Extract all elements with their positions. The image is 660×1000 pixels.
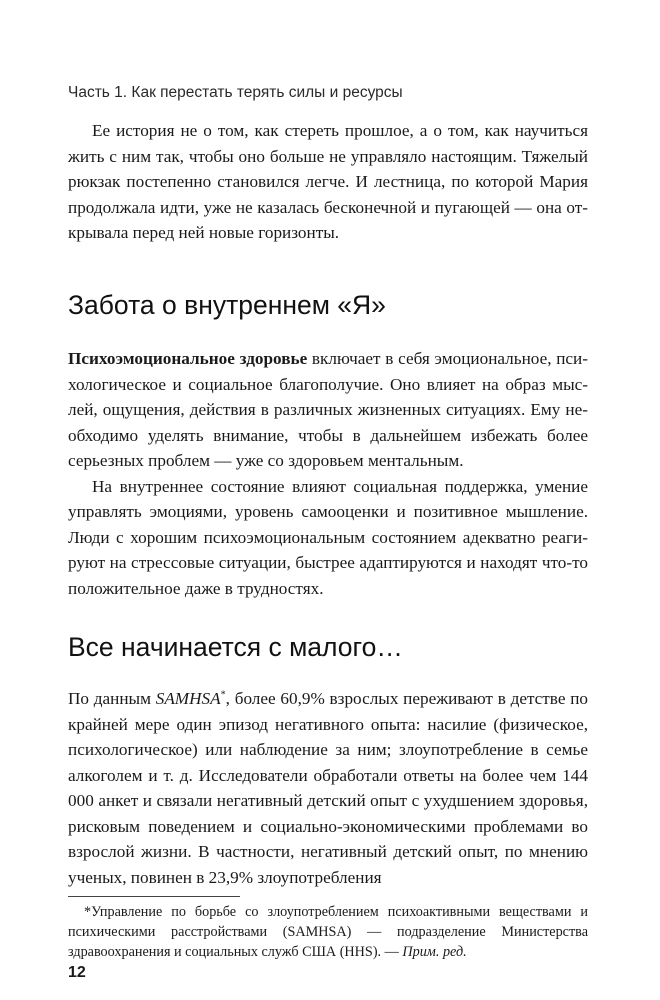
intro-paragraph: Ее история не о том, как стереть прошлое, а о том, как научиться жить с ним так, чтобы оно больше не управляло настоящим. Тяжелый рюкзак постепенно становился легче. И лестница, по которой Мария продолжала идти, уже не казалась бесконечной и пугающей — она открывала перед ней новые горизонты. bbox=[68, 121, 588, 242]
section-heading-small-start: Все начинается с малого… bbox=[68, 632, 403, 662]
section1-paragraph-1 bbox=[68, 346, 588, 474]
footnote-ref-marker[interactable]: * bbox=[220, 689, 226, 701]
footnote-editor-note: Прим. ред. bbox=[402, 944, 467, 960]
section1-body bbox=[68, 346, 588, 601]
section2-lead: По данным bbox=[68, 689, 156, 708]
footnote bbox=[68, 902, 588, 962]
running-head: Часть 1. Как перестать терять силы и ресурсы bbox=[68, 84, 403, 101]
footnote-text: Управление по борьбе со злоупотреблением психоактивными веществами и психическими расстройствами (SAMHSA) — подразделение Министерства здравоохранения и социальных служб США (HHS). — bbox=[68, 904, 588, 960]
section2-paragraph-1 bbox=[68, 686, 588, 890]
section1-paragraph-2: На внутреннее состояние влияют социальная поддержка, умение управлять эмоциями, уровень самооценки и позитивное мышление. Люди с хорошим психоэмоциональным состоянием адекватно реагируют на стрессовые ситуации, быстрее адаптируются и находят что-то положительное даже в трудностях. bbox=[68, 476, 588, 598]
footnote-paragraph bbox=[68, 902, 588, 962]
footnote-marker: * bbox=[84, 904, 92, 920]
page-number: 12 bbox=[68, 964, 86, 981]
section2-body bbox=[68, 686, 588, 890]
section1-paragraph-1-text: включает в себя эмоциональное, психологическое и социальное благополучие. Оно влияет на образ мыслей, ощущения, действия в различных жизненных ситуациях. Ему необходимо уделять внимание, чтобы в дальнейшем избежать более серьезных проблем — уже со здоровьем ментальным. bbox=[68, 349, 588, 470]
section2-paragraph-1-text: , более 60,9% взрослых переживают в детстве по крайней мере один эпизод негативного опыта: насилие (физическое, психологическое) или наблюдение за ним; злоупотребление в семье алкоголем и т. д. Исследователи обработали ответы на более чем 144 000 анкет и связали негативный детский опыт с ухудшением здоровья, рисковым поведением и социально-экономическими проблемами во взрослой жизни. В частности, негативный детский опыт, по мнению ученых, повинен в 23,9% злоупотребления bbox=[68, 689, 588, 887]
intro-block bbox=[68, 118, 588, 246]
org-samhsa: SAMHSA bbox=[155, 689, 221, 708]
footnote-divider bbox=[68, 896, 240, 897]
term-psychoemotional-health: Психоэмоциональное здоровье bbox=[68, 349, 308, 368]
section-heading-inner-self: Забота о внутреннем «Я» bbox=[68, 290, 386, 320]
